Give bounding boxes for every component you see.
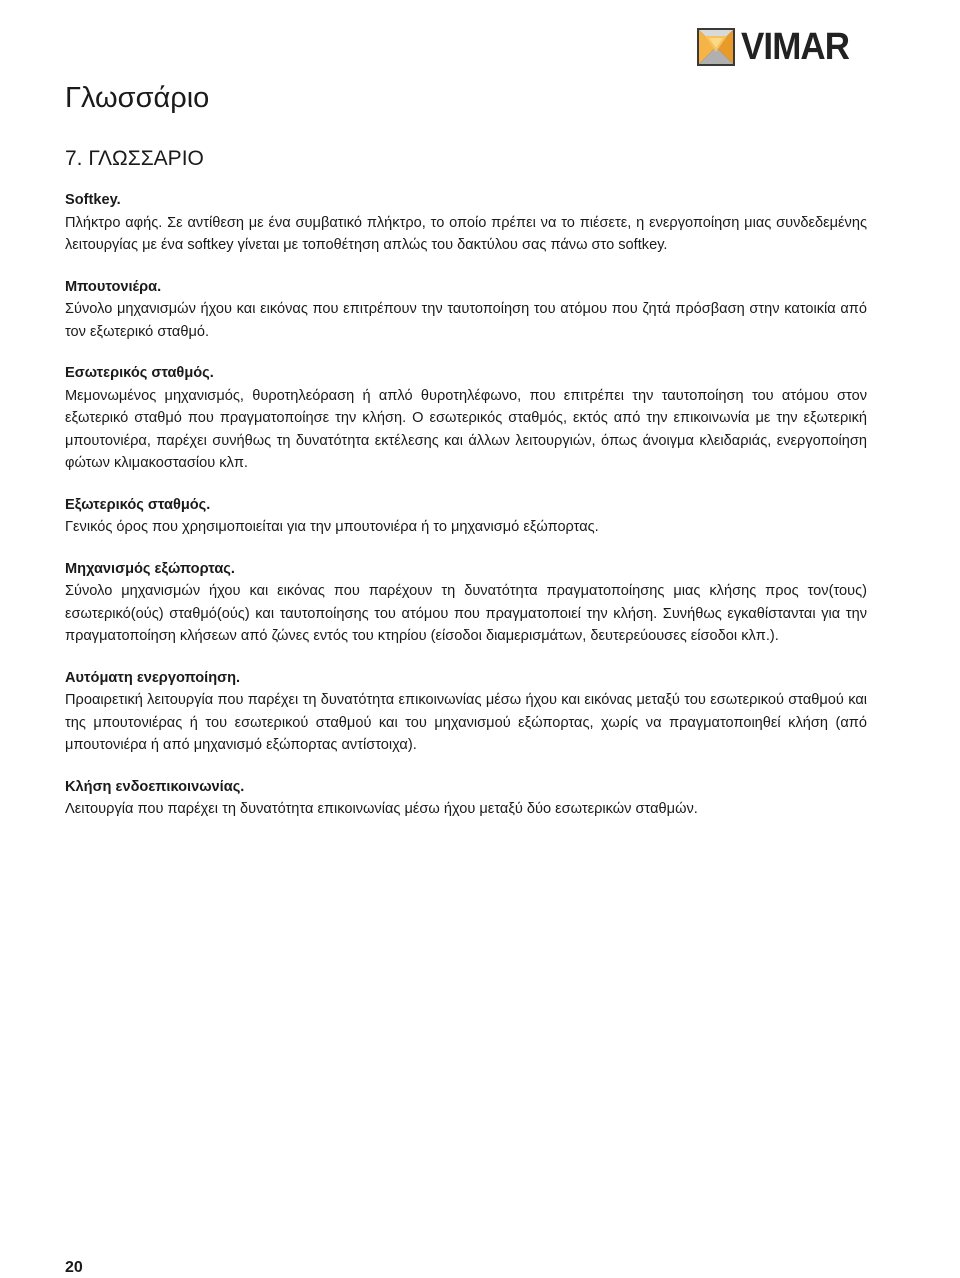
vimar-logo — [697, 27, 865, 67]
glossary-term: Μηχανισμός εξώπορτας. — [65, 560, 235, 577]
glossary-entry — [65, 362, 867, 475]
glossary-term: Αυτόματη ενεργοποίηση. — [65, 669, 241, 686]
glossary-entry — [65, 189, 867, 257]
vimar-logo-icon — [697, 28, 735, 66]
glossary-entry — [65, 276, 867, 344]
glossary-definition: Λειτουργία που παρέχει τη δυνατότητα επικοινωνίας μέσω ήχου μεταξύ δύο εσωτερικών σταθμών. — [65, 801, 698, 817]
brand-name: VIMAR — [741, 26, 850, 68]
glossary-definition: Προαιρετική λειτουργία που παρέχει τη δυνατότητα επικοινωνίας μέσω ήχου και εικόνας μεταξύ του εσωτερικού σταθμού και της μπουτονιέρας ή του εσωτερικού σταθμού και του μηχανισμού εξώπορτας, χωρίς να πραγματοποιηθεί κλήση (από μπουτονιέρα ή από μηχανισμό εξώπορτας αντίστοιχα). — [65, 692, 867, 753]
glossary-entry — [65, 558, 867, 648]
glossary-definition: Σύνολο μηχανισμών ήχου και εικόνας που επιτρέπουν την ταυτοποίηση του ατόμου που ζητά πρόσβαση στην κατοικία από τον εξωτερικό σταθμό. — [65, 301, 867, 340]
glossary-definition: Σύνολο μηχανισμών ήχου και εικόνας που παρέχουν τη δυνατότητα πραγματοποίησης μιας κλήσης προς τον(τους) εσωτερικό(ούς) σταθμό(ούς) και ταυτοποίησης του ατόμου που πραγματοποιεί την κλήση. Συνήθως εγκαθίστανται για την πραγματοποίηση κλήσεων από ζώνες εντός του κτηρίου (είσοδοι διαμερισμάτων, δευτερεύουσες είσοδοι κλπ.). — [65, 583, 867, 644]
glossary-entry — [65, 776, 867, 821]
glossary-term: Εξωτερικός σταθμός. — [65, 496, 211, 513]
glossary-list — [65, 189, 867, 840]
glossary-term: Κλήση ενδοεπικοινωνίας. — [65, 778, 245, 795]
glossary-term: Softkey. — [65, 192, 121, 208]
glossary-term: Μπουτονιέρα. — [65, 278, 162, 295]
glossary-definition: Γενικός όρος που χρησιμοποιείται για την μπουτονιέρα ή το μηχανισμό εξώπορτας. — [65, 519, 599, 535]
page-title: Γλωσσάριο — [65, 82, 210, 114]
section-title: 7. ΓΛΩΣΣΑΡΙΟ — [65, 147, 204, 170]
glossary-definition: Πλήκτρο αφής. Σε αντίθεση με ένα συμβατικό πλήκτρο, το οποίο πρέπει να το πιέσετε, η ενεργοποίηση μιας συνδεδεμένης λειτουργίας με ένα softkey γίνεται με τοποθέτηση απλώς του δακτύλου σας πάνω στο softkey. — [65, 214, 867, 253]
glossary-definition: Μεμονωμένος μηχανισμός, θυροτηλεόραση ή απλό θυροτηλέφωνο, που επιτρέπει την ταυτοποίηση του ατόμου στον εξωτερικό σταθμό που πραγματοποίησε την κλήση. Ο εσωτερικός σταθμός, εκτός από την επικοινωνία με την εξωτερική μπουτονιέρα, παρέχει συνήθως τη δυνατότητα εκτέλεσης και άλλων λειτουργιών, όπως άνοιγμα κλειδαριάς, ενεργοποίηση φώτων κλιμακοστασίου κλπ. — [65, 387, 867, 471]
glossary-entry — [65, 494, 867, 539]
page-number: 20 — [65, 1259, 83, 1276]
glossary-entry — [65, 667, 867, 757]
glossary-term: Εσωτερικός σταθμός. — [65, 365, 214, 381]
